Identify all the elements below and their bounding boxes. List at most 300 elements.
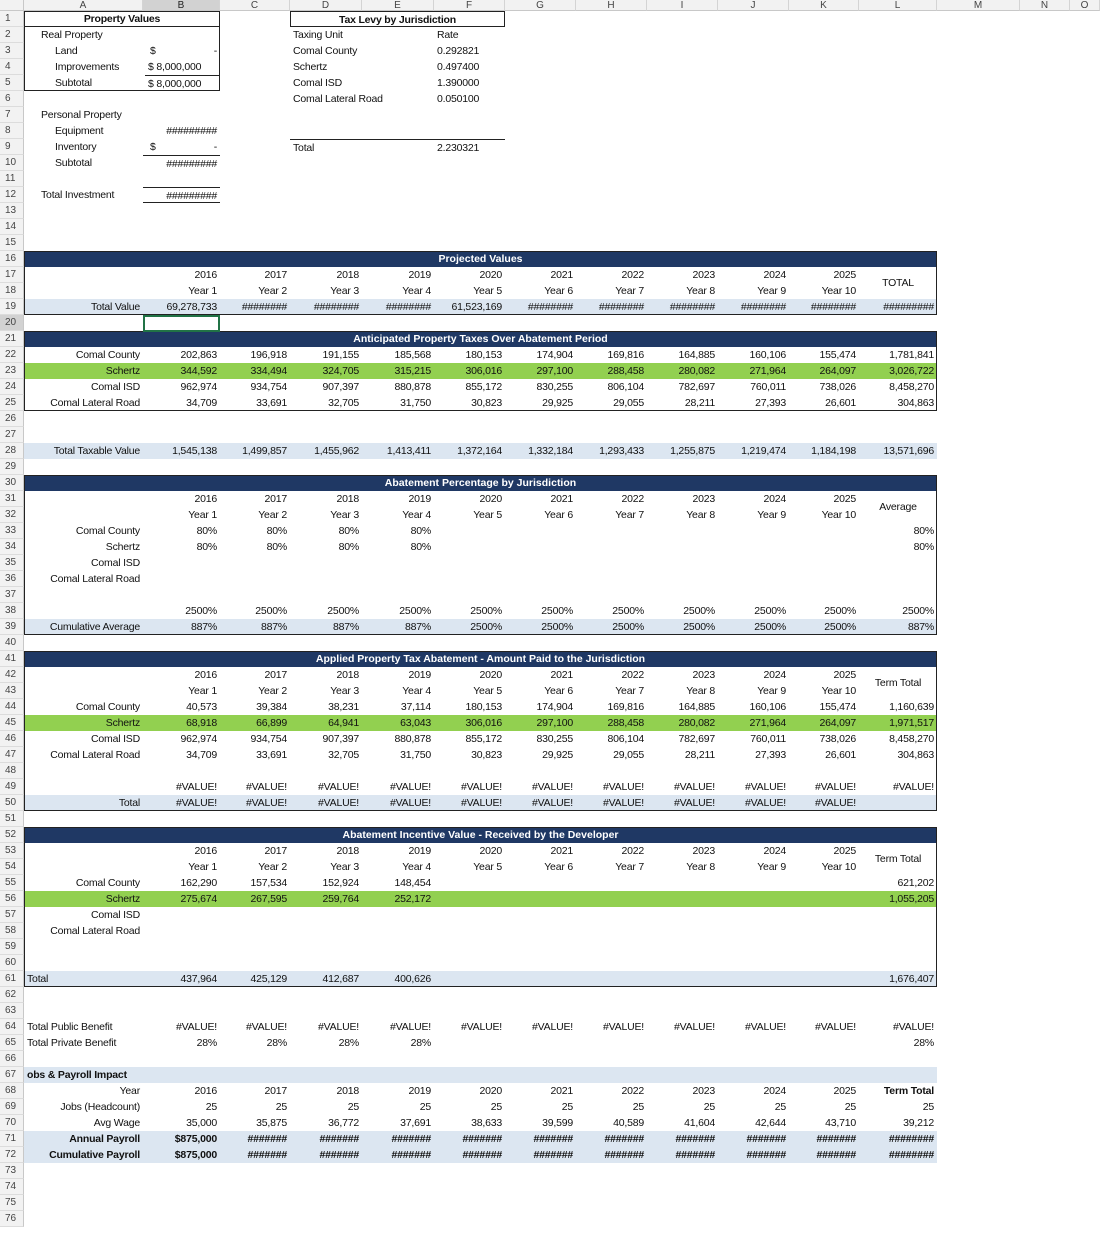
incentive-row-value[interactable] bbox=[434, 875, 505, 891]
abatement-pct-row-value[interactable] bbox=[362, 571, 434, 587]
abatement-pct-row-total[interactable]: 80% bbox=[913, 541, 934, 553]
applied-row-total[interactable]: 8,458,270 bbox=[889, 733, 934, 745]
total-public-benefit-value[interactable]: #VALUE! bbox=[673, 1021, 715, 1033]
applied-row-value[interactable]: 28,211 bbox=[684, 749, 715, 761]
row-header-56[interactable]: 56 bbox=[0, 891, 24, 907]
abatement-pct-row-value[interactable] bbox=[290, 571, 362, 587]
projected-year-label[interactable]: Year 5 bbox=[473, 285, 502, 297]
row-header-9[interactable]: 9 bbox=[0, 139, 24, 155]
total-taxable-value-value[interactable]: 1,293,433 bbox=[599, 445, 644, 457]
total-private-benefit-value[interactable] bbox=[647, 1035, 718, 1051]
column-header-k[interactable]: K bbox=[789, 0, 859, 11]
incentive-row-value[interactable] bbox=[143, 907, 220, 923]
incentive-row-value[interactable] bbox=[647, 923, 718, 939]
row-header-31[interactable]: 31 bbox=[0, 491, 24, 507]
applied-row-value[interactable]: 782,697 bbox=[678, 733, 715, 745]
anticipated-row-value[interactable]: 202,863 bbox=[180, 349, 217, 361]
incentive-row-value[interactable] bbox=[220, 907, 290, 923]
applied-year-label[interactable]: Year 4 bbox=[402, 685, 431, 697]
avg-wage-label[interactable]: Avg Wage bbox=[93, 1117, 140, 1129]
applied-row49-value[interactable]: #VALUE! bbox=[460, 781, 502, 793]
anticipated-row-value[interactable]: 334,494 bbox=[250, 365, 287, 377]
inventory-dollar[interactable]: $ bbox=[150, 141, 156, 153]
anticipated-row-value[interactable]: 29,055 bbox=[613, 397, 644, 409]
applied-year[interactable]: 2018 bbox=[290, 667, 362, 683]
incentive-total-header[interactable]: Term Total bbox=[874, 853, 922, 865]
anticipated-row-value[interactable]: 185,568 bbox=[394, 349, 431, 361]
row-header-73[interactable]: 73 bbox=[0, 1163, 24, 1179]
total-taxable-value-label[interactable]: Total Taxable Value bbox=[53, 445, 140, 457]
row-header-47[interactable]: 47 bbox=[0, 747, 24, 763]
applied-row-value[interactable]: 962,974 bbox=[180, 733, 217, 745]
incentive-row-value[interactable] bbox=[290, 907, 362, 923]
anticipated-row-value[interactable]: 29,925 bbox=[542, 397, 573, 409]
row-header-36[interactable]: 36 bbox=[0, 571, 24, 587]
abatement-pct-row-value[interactable] bbox=[718, 539, 789, 555]
applied-row-value[interactable]: 738,026 bbox=[819, 733, 856, 745]
applied-row-value[interactable]: 271,964 bbox=[749, 717, 786, 729]
cumulative-payroll-label[interactable]: Cumulative Payroll bbox=[49, 1149, 140, 1161]
column-header-j[interactable]: J bbox=[718, 0, 789, 11]
applied-total-total[interactable] bbox=[859, 795, 937, 811]
anticipated-row-total[interactable]: 1,781,841 bbox=[889, 349, 934, 361]
jobs-year[interactable]: 2022 bbox=[621, 1085, 644, 1097]
applied-row-value[interactable]: 169,816 bbox=[607, 701, 644, 713]
incentive-row-value[interactable] bbox=[362, 923, 434, 939]
total-private-benefit-value[interactable]: 28% bbox=[338, 1037, 359, 1049]
annual-payroll-value[interactable]: ####### bbox=[462, 1133, 502, 1145]
projected-total-value-value[interactable]: ######## bbox=[740, 301, 786, 313]
row-header-39[interactable]: 39 bbox=[0, 619, 24, 635]
row-header-28[interactable]: 28 bbox=[0, 443, 24, 459]
anticipated-row-value[interactable]: 806,104 bbox=[607, 381, 644, 393]
incentive-total-value[interactable] bbox=[505, 971, 576, 987]
projected-year[interactable]: 2017 bbox=[220, 267, 290, 283]
jobs-headcount-value[interactable]: 25 bbox=[703, 1101, 715, 1113]
projected-year[interactable]: 2020 bbox=[434, 267, 505, 283]
column-header-h[interactable]: H bbox=[576, 0, 647, 11]
jobs-headcount-value[interactable]: 25 bbox=[490, 1101, 502, 1113]
anticipated-row-total[interactable]: 8,458,270 bbox=[889, 381, 934, 393]
incentive-row-value[interactable] bbox=[362, 907, 434, 923]
abatement-pct-row-value[interactable] bbox=[647, 571, 718, 587]
incentive-year-label[interactable]: Year 2 bbox=[258, 861, 287, 873]
abatement-pct-row-value[interactable] bbox=[718, 571, 789, 587]
row-header-24[interactable]: 24 bbox=[0, 379, 24, 395]
applied-row-value[interactable]: 164,885 bbox=[678, 701, 715, 713]
incentive-row-value[interactable] bbox=[647, 907, 718, 923]
incentive-row-value[interactable] bbox=[505, 875, 576, 891]
annual-payroll-value[interactable]: $875,000 bbox=[174, 1133, 217, 1145]
row-header-20[interactable]: 20 bbox=[0, 315, 24, 331]
projected-year[interactable]: 2019 bbox=[362, 267, 434, 283]
label-personal-property[interactable]: Personal Property bbox=[41, 109, 122, 121]
projected-year[interactable]: 2023 bbox=[647, 267, 718, 283]
total-taxable-value-value[interactable]: 1,219,474 bbox=[741, 445, 786, 457]
cumulative-payroll-value[interactable]: ####### bbox=[816, 1149, 856, 1161]
applied-row49-value[interactable]: #VALUE! bbox=[175, 781, 217, 793]
applied-row-label[interactable]: Comal Lateral Road bbox=[50, 749, 140, 761]
cumulative-payroll-total[interactable]: ######## bbox=[888, 1149, 934, 1161]
applied-row-total[interactable]: 304,863 bbox=[897, 749, 934, 761]
abatement-pct-row-value[interactable]: 80% bbox=[338, 541, 359, 553]
row-header-15[interactable]: 15 bbox=[0, 235, 24, 251]
abatement-pct-row38-value[interactable]: 2500% bbox=[255, 605, 287, 617]
label-equipment[interactable]: Equipment bbox=[55, 125, 104, 137]
incentive-year[interactable]: 2021 bbox=[505, 843, 576, 859]
incentive-total-value[interactable] bbox=[647, 971, 718, 987]
abatement-pct-row-value[interactable]: 80% bbox=[266, 525, 287, 537]
cumulative-payroll-value[interactable]: ####### bbox=[604, 1149, 644, 1161]
incentive-total-value[interactable]: 412,687 bbox=[322, 973, 359, 985]
row-header-7[interactable]: 7 bbox=[0, 107, 24, 123]
row-header-13[interactable]: 13 bbox=[0, 203, 24, 219]
column-header-e[interactable]: E bbox=[362, 0, 434, 11]
applied-total-label[interactable]: Total bbox=[118, 797, 140, 809]
row-header-19[interactable]: 19 bbox=[0, 299, 24, 315]
cumulative-average-value[interactable]: 2500% bbox=[754, 621, 786, 633]
applied-total-header[interactable]: Term Total bbox=[874, 677, 922, 689]
row-header-2[interactable]: 2 bbox=[0, 27, 24, 43]
applied-row-value[interactable]: 174,904 bbox=[536, 701, 573, 713]
applied-row49-value[interactable]: #VALUE! bbox=[245, 781, 287, 793]
applied-row-value[interactable]: 306,016 bbox=[465, 717, 502, 729]
incentive-row-label[interactable]: Comal ISD bbox=[91, 909, 140, 921]
tax-rate[interactable]: 0.497400 bbox=[437, 61, 480, 73]
projected-total-header[interactable]: TOTAL bbox=[882, 277, 914, 289]
total-private-benefit-value[interactable]: 28% bbox=[266, 1037, 287, 1049]
row-header-16[interactable]: 16 bbox=[0, 251, 24, 267]
land-dollar[interactable]: $ bbox=[150, 45, 156, 57]
abatement-pct-row-value[interactable]: 80% bbox=[410, 525, 431, 537]
applied-row-value[interactable]: 280,082 bbox=[678, 717, 715, 729]
projected-total-value-value[interactable]: ######## bbox=[385, 301, 431, 313]
abatement-pct-year-label[interactable]: Year 6 bbox=[544, 509, 573, 521]
applied-row-value[interactable]: 830,255 bbox=[536, 733, 573, 745]
applied-row-value[interactable]: 760,011 bbox=[750, 733, 786, 745]
projected-total-value-total[interactable]: ######### bbox=[883, 301, 934, 313]
incentive-year-label[interactable]: Year 5 bbox=[473, 861, 502, 873]
incentive-year[interactable]: 2022 bbox=[576, 843, 647, 859]
applied-year-label[interactable]: Year 6 bbox=[544, 685, 573, 697]
total-taxable-value-value[interactable]: 1,184,198 bbox=[811, 445, 856, 457]
annual-payroll-value[interactable]: ####### bbox=[391, 1133, 431, 1145]
abatement-pct-row38-value[interactable]: 2500% bbox=[824, 605, 856, 617]
anticipated-row-label[interactable]: Comal ISD bbox=[91, 381, 140, 393]
abatement-pct-year-label[interactable]: Year 4 bbox=[402, 509, 431, 521]
annual-payroll-total[interactable]: ######## bbox=[888, 1133, 934, 1145]
total-investment-value[interactable]: ######### bbox=[143, 187, 220, 203]
abatement-pct-year[interactable]: 2022 bbox=[576, 491, 647, 507]
abatement-pct-row-value[interactable] bbox=[434, 523, 505, 539]
projected-year[interactable]: 2021 bbox=[505, 267, 576, 283]
anticipated-row-value[interactable]: 169,816 bbox=[607, 349, 644, 361]
jobs-headcount-value[interactable]: 25 bbox=[774, 1101, 786, 1113]
abatement-pct-year[interactable]: 2024 bbox=[718, 491, 789, 507]
abatement-pct-row-value[interactable] bbox=[505, 539, 576, 555]
incentive-row-value[interactable] bbox=[505, 907, 576, 923]
incentive-row-value[interactable]: 152,924 bbox=[322, 877, 359, 889]
applied-total-value[interactable]: #VALUE! bbox=[175, 797, 217, 809]
abatement-pct-row-value[interactable] bbox=[576, 523, 647, 539]
applied-row-value[interactable]: 297,100 bbox=[536, 717, 573, 729]
tax-levy-title[interactable]: Tax Levy by Jurisdiction bbox=[290, 11, 505, 27]
total-public-benefit-label[interactable]: Total Public Benefit bbox=[27, 1021, 113, 1033]
abatement-pct-row-value[interactable] bbox=[718, 523, 789, 539]
abatement-pct-row-value[interactable]: 80% bbox=[196, 541, 217, 553]
anticipated-row-value[interactable]: 155,474 bbox=[819, 349, 856, 361]
row-header-52[interactable]: 52 bbox=[0, 827, 24, 843]
incentive-row-value[interactable] bbox=[718, 923, 789, 939]
row-header-30[interactable]: 30 bbox=[0, 475, 24, 491]
applied-total-value[interactable]: #VALUE! bbox=[245, 797, 287, 809]
cumulative-payroll-value[interactable]: ####### bbox=[746, 1149, 786, 1161]
tax-unit[interactable]: Comal ISD bbox=[293, 77, 342, 89]
incentive-total-value[interactable] bbox=[434, 971, 505, 987]
total-public-benefit-value[interactable]: #VALUE! bbox=[175, 1021, 217, 1033]
projected-total-value-value[interactable]: ######## bbox=[810, 301, 856, 313]
subtotal-personal-value[interactable]: ######### bbox=[143, 155, 220, 171]
row-header-72[interactable]: 72 bbox=[0, 1147, 24, 1163]
applied-year-label[interactable]: Year 7 bbox=[615, 685, 644, 697]
tax-rate[interactable]: 0.292821 bbox=[437, 45, 480, 57]
projected-total-value-value[interactable]: 69,278,733 bbox=[166, 301, 217, 313]
anticipated-row-value[interactable]: 880,878 bbox=[394, 381, 431, 393]
tax-levy-col-rate[interactable]: Rate bbox=[437, 29, 459, 41]
anticipated-row-value[interactable]: 34,709 bbox=[186, 397, 217, 409]
incentive-row-value[interactable] bbox=[576, 907, 647, 923]
row-header-45[interactable]: 45 bbox=[0, 715, 24, 731]
cumulative-average-value[interactable]: 2500% bbox=[541, 621, 573, 633]
row-header-32[interactable]: 32 bbox=[0, 507, 24, 523]
incentive-row-value[interactable] bbox=[718, 875, 789, 891]
annual-payroll-value[interactable]: ####### bbox=[247, 1133, 287, 1145]
cumulative-average-value[interactable]: 887% bbox=[332, 621, 359, 633]
abatement-pct-row38-value[interactable]: 2500% bbox=[683, 605, 715, 617]
applied-year[interactable]: 2017 bbox=[220, 667, 290, 683]
improvements-value[interactable]: $ 8,000,000 bbox=[148, 61, 202, 73]
incentive-row-value[interactable]: 148,454 bbox=[394, 877, 431, 889]
incentive-total-label[interactable]: Total bbox=[27, 973, 49, 985]
abatement-pct-row-value[interactable] bbox=[576, 539, 647, 555]
abatement-pct-row-value[interactable] bbox=[576, 555, 647, 571]
row-header-53[interactable]: 53 bbox=[0, 843, 24, 859]
applied-row49-value[interactable]: #VALUE! bbox=[673, 781, 715, 793]
row-header-14[interactable]: 14 bbox=[0, 219, 24, 235]
anticipated-row-value[interactable]: 32,705 bbox=[328, 397, 359, 409]
applied-row-label[interactable]: Comal County bbox=[75, 701, 140, 713]
incentive-row-value[interactable] bbox=[789, 891, 859, 907]
row-header-62[interactable]: 62 bbox=[0, 987, 24, 1003]
tax-rate[interactable]: 0.050100 bbox=[437, 93, 480, 105]
abatement-pct-row38-value[interactable]: 2500% bbox=[470, 605, 502, 617]
abatement-pct-year[interactable]: 2019 bbox=[362, 491, 434, 507]
abatement-pct-year-label[interactable]: Year 3 bbox=[330, 509, 359, 521]
cumulative-average-label[interactable]: Cumulative Average bbox=[49, 621, 140, 633]
row-header-25[interactable]: 25 bbox=[0, 395, 24, 411]
incentive-year-label[interactable]: Year 10 bbox=[821, 861, 856, 873]
anticipated-row-value[interactable]: 191,155 bbox=[322, 349, 359, 361]
equipment-value[interactable]: ######### bbox=[166, 125, 217, 137]
applied-row-value[interactable]: 33,691 bbox=[256, 749, 287, 761]
abatement-pct-row-value[interactable] bbox=[434, 555, 505, 571]
row-header-65[interactable]: 65 bbox=[0, 1035, 24, 1051]
projected-year-label[interactable]: Year 8 bbox=[686, 285, 715, 297]
applied-row-value[interactable]: 26,601 bbox=[825, 749, 856, 761]
row-header-26[interactable]: 26 bbox=[0, 411, 24, 427]
total-taxable-value-value[interactable]: 1,332,184 bbox=[528, 445, 573, 457]
annual-payroll-value[interactable]: ####### bbox=[675, 1133, 715, 1145]
applied-row-value[interactable]: 30,823 bbox=[471, 749, 502, 761]
jobs-year[interactable]: 2023 bbox=[692, 1085, 715, 1097]
avg-wage-value[interactable]: 40,589 bbox=[613, 1117, 644, 1129]
column-header-i[interactable]: I bbox=[647, 0, 718, 11]
incentive-row-value[interactable] bbox=[505, 923, 576, 939]
applied-row-value[interactable]: 39,384 bbox=[256, 701, 287, 713]
avg-wage-total[interactable]: 39,212 bbox=[903, 1117, 934, 1129]
cumulative-average-total[interactable]: 887% bbox=[907, 621, 934, 633]
applied-row-value[interactable]: 29,925 bbox=[542, 749, 573, 761]
jobs-year[interactable]: 2021 bbox=[550, 1085, 573, 1097]
annual-payroll-value[interactable]: ####### bbox=[604, 1133, 644, 1145]
anticipated-row-label[interactable]: Comal Lateral Road bbox=[50, 397, 140, 409]
anticipated-row-label[interactable]: Comal County bbox=[75, 349, 140, 361]
annual-payroll-value[interactable]: ####### bbox=[816, 1133, 856, 1145]
row-header-38[interactable]: 38 bbox=[0, 603, 24, 619]
anticipated-row-value[interactable]: 280,082 bbox=[678, 365, 715, 377]
column-header-m[interactable]: M bbox=[937, 0, 1020, 11]
anticipated-row-value[interactable]: 26,601 bbox=[825, 397, 856, 409]
anticipated-row-value[interactable]: 180,153 bbox=[465, 349, 502, 361]
abatement-pct-year[interactable]: 2021 bbox=[505, 491, 576, 507]
abatement-pct-row38-total[interactable]: 2500% bbox=[902, 605, 934, 617]
incentive-year-label[interactable]: Year 1 bbox=[188, 861, 217, 873]
applied-row49-value[interactable]: #VALUE! bbox=[814, 781, 856, 793]
abatement-pct-year-label[interactable]: Year 8 bbox=[686, 509, 715, 521]
projected-year-label[interactable]: Year 4 bbox=[402, 285, 431, 297]
projected-total-value-value[interactable]: 61,523,169 bbox=[451, 301, 502, 313]
abatement-pct-row-value[interactable] bbox=[220, 571, 290, 587]
abatement-pct-row-value[interactable] bbox=[220, 555, 290, 571]
abatement-pct-row-total[interactable]: 80% bbox=[913, 525, 934, 537]
cumulative-average-value[interactable]: 887% bbox=[404, 621, 431, 633]
applied-total-value[interactable]: #VALUE! bbox=[814, 797, 856, 809]
total-taxable-value-value[interactable]: 1,413,411 bbox=[386, 445, 431, 457]
row-header-60[interactable]: 60 bbox=[0, 955, 24, 971]
anticipated-row-value[interactable]: 297,100 bbox=[536, 365, 573, 377]
projected-total-value-value[interactable]: ######## bbox=[598, 301, 644, 313]
abatement-pct-year[interactable]: 2023 bbox=[647, 491, 718, 507]
total-public-benefit-value[interactable]: #VALUE! bbox=[317, 1021, 359, 1033]
total-public-benefit-total[interactable]: #VALUE! bbox=[892, 1021, 934, 1033]
abatement-pct-row-value[interactable]: 80% bbox=[266, 541, 287, 553]
label-real-property[interactable]: Real Property bbox=[41, 29, 103, 41]
abatement-pct-row38-value[interactable]: 2500% bbox=[399, 605, 431, 617]
avg-wage-value[interactable]: 36,772 bbox=[328, 1117, 359, 1129]
incentive-row-value[interactable] bbox=[220, 923, 290, 939]
row-header-42[interactable]: 42 bbox=[0, 667, 24, 683]
label-subtotal-personal[interactable]: Subtotal bbox=[55, 157, 92, 169]
total-public-benefit-value[interactable]: #VALUE! bbox=[814, 1021, 856, 1033]
applied-total-value[interactable]: #VALUE! bbox=[389, 797, 431, 809]
abatement-pct-row-value[interactable] bbox=[647, 555, 718, 571]
applied-row-label[interactable]: Schertz bbox=[105, 717, 140, 729]
total-private-benefit-value[interactable] bbox=[505, 1035, 576, 1051]
row-header-4[interactable]: 4 bbox=[0, 59, 24, 75]
cumulative-average-value[interactable]: 2500% bbox=[612, 621, 644, 633]
total-public-benefit-value[interactable]: #VALUE! bbox=[460, 1021, 502, 1033]
row-header-10[interactable]: 10 bbox=[0, 155, 24, 171]
row-header-70[interactable]: 70 bbox=[0, 1115, 24, 1131]
anticipated-row-value[interactable]: 33,691 bbox=[256, 397, 287, 409]
incentive-row-value[interactable] bbox=[647, 891, 718, 907]
applied-year[interactable]: 2020 bbox=[434, 667, 505, 683]
row-header-57[interactable]: 57 bbox=[0, 907, 24, 923]
total-public-benefit-value[interactable]: #VALUE! bbox=[531, 1021, 573, 1033]
row-header-41[interactable]: 41 bbox=[0, 651, 24, 667]
applied-row-value[interactable]: 180,153 bbox=[465, 701, 502, 713]
row-header-35[interactable]: 35 bbox=[0, 555, 24, 571]
incentive-row-value[interactable] bbox=[647, 875, 718, 891]
active-cell-selection[interactable] bbox=[143, 315, 220, 332]
incentive-row-total[interactable] bbox=[859, 923, 937, 939]
jobs-headcount-value[interactable]: 25 bbox=[205, 1101, 217, 1113]
jobs-headcount-value[interactable]: 25 bbox=[632, 1101, 644, 1113]
anticipated-row-total[interactable]: 3,026,722 bbox=[889, 365, 934, 377]
row-header-3[interactable]: 3 bbox=[0, 43, 24, 59]
incentive-row-label[interactable]: Comal County bbox=[75, 877, 140, 889]
avg-wage-value[interactable]: 35,875 bbox=[256, 1117, 287, 1129]
row-header-49[interactable]: 49 bbox=[0, 779, 24, 795]
projected-year-label[interactable]: Year 7 bbox=[615, 285, 644, 297]
anticipated-row-value[interactable]: 28,211 bbox=[684, 397, 715, 409]
inventory-value[interactable]: - bbox=[213, 141, 217, 153]
cumulative-average-value[interactable]: 887% bbox=[190, 621, 217, 633]
incentive-total-value[interactable]: 437,964 bbox=[180, 973, 217, 985]
row-header-27[interactable]: 27 bbox=[0, 427, 24, 443]
row-header-54[interactable]: 54 bbox=[0, 859, 24, 875]
projected-year-label[interactable]: Year 9 bbox=[757, 285, 786, 297]
anticipated-row-value[interactable]: 315,215 bbox=[394, 365, 431, 377]
incentive-row-value[interactable] bbox=[290, 923, 362, 939]
abatement-pct-row-value[interactable]: 80% bbox=[338, 525, 359, 537]
incentive-year-label[interactable]: Year 3 bbox=[330, 861, 359, 873]
incentive-row-value[interactable] bbox=[718, 907, 789, 923]
projected-year[interactable]: 2016 bbox=[143, 267, 220, 283]
abatement-pct-year-label[interactable]: Year 2 bbox=[258, 509, 287, 521]
row-header-58[interactable]: 58 bbox=[0, 923, 24, 939]
abatement-pct-year-label[interactable]: Year 10 bbox=[821, 509, 856, 521]
abatement-pct-year-label[interactable]: Year 5 bbox=[473, 509, 502, 521]
applied-row-value[interactable]: 160,106 bbox=[749, 701, 786, 713]
applied-year[interactable]: 2022 bbox=[576, 667, 647, 683]
abatement-pct-row-value[interactable] bbox=[505, 523, 576, 539]
anticipated-row-value[interactable]: 934,754 bbox=[250, 381, 287, 393]
anticipated-row-label[interactable]: Schertz bbox=[105, 365, 140, 377]
applied-row-value[interactable]: 40,573 bbox=[186, 701, 217, 713]
tax-rate[interactable]: 1.390000 bbox=[437, 77, 480, 89]
column-header-o[interactable]: O bbox=[1070, 0, 1100, 11]
applied-row-value[interactable]: 32,705 bbox=[328, 749, 359, 761]
abatement-pct-row-total[interactable] bbox=[859, 571, 937, 587]
applied-row49-value[interactable]: #VALUE! bbox=[531, 781, 573, 793]
applied-year-label[interactable]: Year 9 bbox=[757, 685, 786, 697]
row-header-43[interactable]: 43 bbox=[0, 683, 24, 699]
projected-year[interactable]: 2025 bbox=[789, 267, 859, 283]
jobs-title[interactable]: obs & Payroll Impact bbox=[27, 1069, 127, 1081]
anticipated-row-value[interactable]: 962,974 bbox=[180, 381, 217, 393]
applied-year[interactable]: 2021 bbox=[505, 667, 576, 683]
